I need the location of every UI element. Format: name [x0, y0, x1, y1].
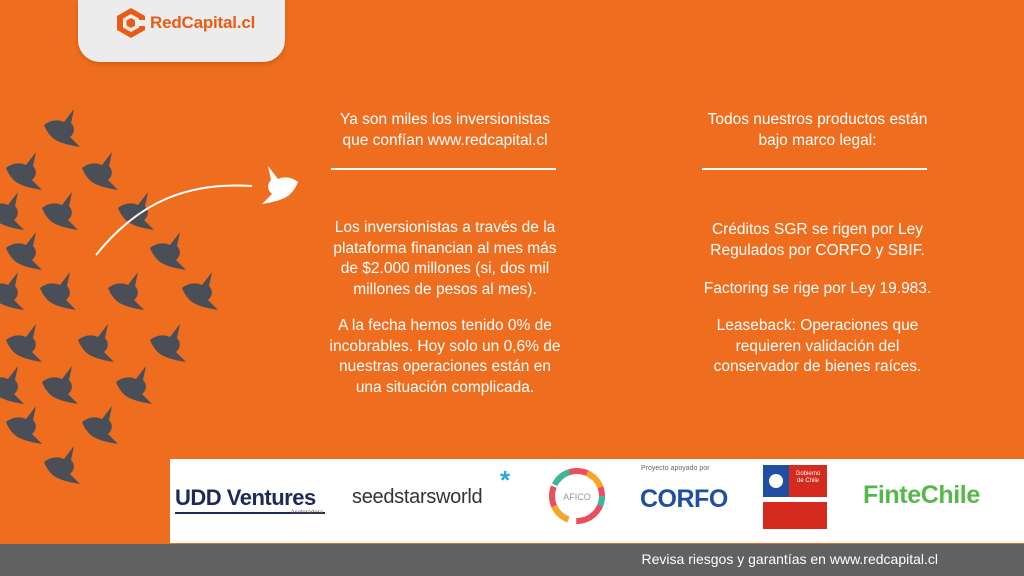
legal-divider: [702, 168, 927, 170]
fintechile-logo[interactable]: FinteChile: [863, 481, 980, 509]
brand-logo-text: RedCapital.cl: [150, 13, 256, 32]
svg-text:de Chile: de Chile: [796, 478, 820, 484]
seedstars-star-icon: *: [500, 465, 511, 495]
udd-ventures-logo[interactable]: UDD Ventures Aceleradora: [175, 485, 323, 516]
brand-logo-tab[interactable]: [78, 0, 285, 62]
birds-flock-illustration: [0, 100, 320, 490]
footer-bar: [0, 544, 1024, 576]
legal-paragraph-sgr: Créditos SGR se rigen por Ley Regulados por CORFO y SBIF.: [710, 221, 925, 259]
footer-disclaimer[interactable]: Revisa riesgos y garantías en www.redcapital.cl: [641, 551, 938, 567]
svg-text:AFICO: AFICO: [563, 492, 591, 502]
legal-paragraph-leaseback: Leaseback: Operaciones que requieren validación del conservador de bienes raíces.: [713, 317, 922, 375]
redcapital-logo-icon: [116, 7, 146, 39]
legal-heading: Todos nuestros productos están bajo marco legal:: [707, 111, 928, 149]
investors-paragraph-2: A la fecha hemos tenido 0% de incobrables. Hoy solo un 0,6% de nuestras operaciones están en una situación complicada.: [329, 317, 561, 396]
gobierno-de-chile-logo[interactable]: [763, 465, 827, 529]
afico-logo[interactable]: [548, 467, 606, 525]
corfo-tagline: Proyecto apoyado por: [641, 465, 710, 472]
seedstars-logo[interactable]: seedstarsworld: [352, 486, 483, 508]
investors-heading: Ya son miles los inversionistas que confían www.redcapital.cl: [340, 111, 550, 149]
legal-paragraph-factoring: Factoring se rige por Ley 19.983.: [703, 280, 932, 297]
investors-divider: [331, 168, 556, 170]
svg-text:Gobierno: Gobierno: [795, 471, 821, 477]
partner-logos-strip: [170, 459, 1024, 543]
corfo-logo[interactable]: CORFO: [640, 485, 728, 513]
investors-paragraph-1: Los inversionistas a través de la plataforma financian al mes más de $2.000 millones (si, dos mil millones de pesos al mes).: [333, 219, 557, 298]
